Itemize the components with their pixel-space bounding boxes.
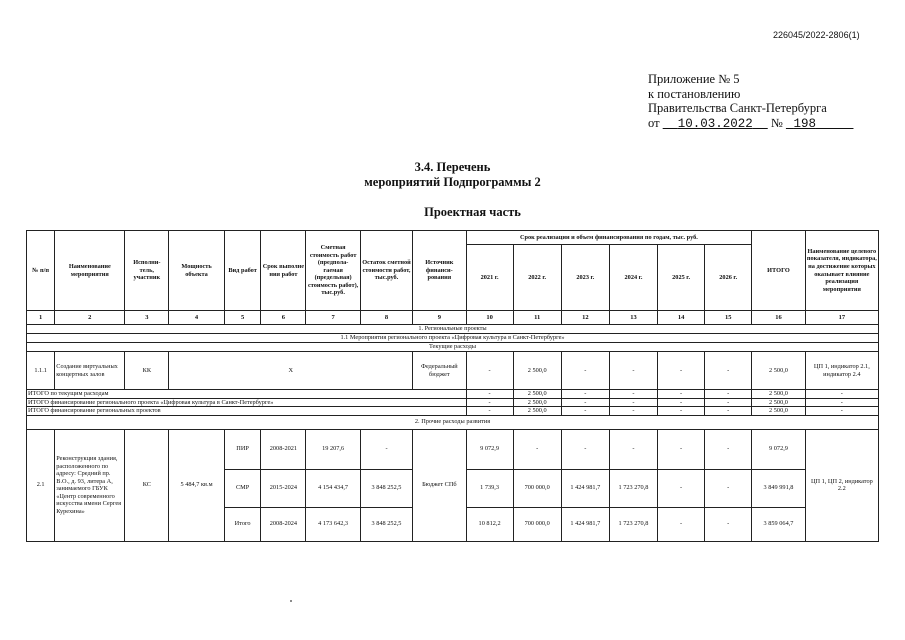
- header-2026: 2026 г.: [705, 245, 752, 311]
- value-2026: -: [705, 390, 752, 399]
- table-row: [27, 352, 879, 390]
- col-num: 7: [306, 311, 360, 325]
- value-2022: 2 500,0: [513, 398, 561, 407]
- table-row: [27, 429, 879, 469]
- col-num: 14: [658, 311, 705, 325]
- indicator: ЦП 1, индикатор 2.1, индикатор 2.4: [805, 352, 878, 390]
- col-num: 13: [609, 311, 657, 325]
- value-2022: 2 500,0: [513, 390, 561, 399]
- header-years-group: Срок реализации и объем финансирования по годам, тыс. руб.: [466, 231, 752, 245]
- value-2024: -: [609, 390, 657, 399]
- executor: КС: [125, 429, 169, 541]
- section-row: [27, 343, 879, 352]
- col-num: 6: [261, 311, 306, 325]
- value-2023: -: [561, 398, 609, 407]
- funding-source: Федеральный бюджет: [413, 352, 466, 390]
- value-2024: 1 723 270,8: [609, 469, 657, 507]
- section-subtitle: Проектная часть: [424, 205, 521, 219]
- value-2023: 1 424 981,7: [561, 507, 609, 541]
- section-regional-projects: 1. Региональные проекты: [27, 325, 879, 334]
- value-2024: -: [609, 398, 657, 407]
- work-type: СМР: [224, 469, 261, 507]
- value-2025: -: [658, 507, 705, 541]
- value-2026: -: [705, 398, 752, 407]
- section-current-expenses: Текущие расходы: [27, 343, 879, 352]
- appendix-block: [648, 72, 853, 131]
- value-2022: -: [513, 429, 561, 469]
- cost: 4 154 434,7: [306, 469, 360, 507]
- header-source: Источник финанси- рования: [413, 231, 466, 311]
- header-work-type: Вид работ: [224, 231, 261, 311]
- scan-speck: [290, 600, 292, 602]
- work-type: Итого: [224, 507, 261, 541]
- period: 2008-2024: [261, 507, 306, 541]
- document-title: [0, 160, 905, 190]
- value-2025: -: [658, 390, 705, 399]
- value-2021: -: [466, 390, 513, 399]
- from-label: от: [648, 115, 660, 130]
- work-type: ПИР: [224, 429, 261, 469]
- value-2021: -: [466, 407, 513, 416]
- header-capacity: Мощность объекта: [169, 231, 224, 311]
- table-header-row: [27, 231, 879, 245]
- title-line-2: мероприятий Подпрограммы 2: [364, 175, 541, 189]
- capacity: 5 484,7 кв.м: [169, 429, 224, 541]
- rest: 3 848 252,5: [360, 507, 412, 541]
- header-measure: Наименование мероприятия: [55, 231, 125, 311]
- header-2021: 2021 г.: [466, 245, 513, 311]
- total-label: ИТОГО финансирование региональных проектов: [27, 407, 467, 416]
- measure-name: Создание виртуальных концертных залов: [55, 352, 125, 390]
- value-2026: -: [705, 507, 752, 541]
- col-num: 2: [55, 311, 125, 325]
- value-2024: 1 723 270,8: [609, 507, 657, 541]
- value-2026: -: [705, 429, 752, 469]
- value-2021: 10 812,2: [466, 507, 513, 541]
- value-2025: -: [658, 398, 705, 407]
- section-digital-culture: 1.1 Мероприятия регионального проекта «Цифровая культура в Санкт-Петербурге»: [27, 334, 879, 343]
- appendix-line-3: Правительства Санкт-Петербурга: [648, 101, 827, 115]
- header-2025: 2025 г.: [658, 245, 705, 311]
- total-label: ИТОГО по текущим расходам: [27, 390, 467, 399]
- total-row: [27, 390, 879, 399]
- col-num: 1: [27, 311, 55, 325]
- value-2024: -: [609, 407, 657, 416]
- value-2021: -: [466, 352, 513, 390]
- value-total: 3 849 991,8: [752, 469, 805, 507]
- col-num: 12: [561, 311, 609, 325]
- value-2026: -: [705, 407, 752, 416]
- header-rest: Остаток сметной стоимости работ, тыс.руб.: [360, 231, 412, 311]
- col-num: 16: [752, 311, 805, 325]
- not-applicable-mark: X: [169, 352, 413, 390]
- decree-date: 10.03.2022: [677, 116, 753, 131]
- header-2023: 2023 г.: [561, 245, 609, 311]
- number-label: №: [770, 115, 783, 130]
- document-number: 226045/2022-2806(1): [773, 30, 860, 40]
- value-2026: -: [705, 469, 752, 507]
- value-2022: 2 500,0: [513, 407, 561, 416]
- row-number: 2.1: [27, 429, 55, 541]
- header-2022: 2022 г.: [513, 245, 561, 311]
- executor: КК: [125, 352, 169, 390]
- value-2025: -: [658, 407, 705, 416]
- header-indicator: Наименование целевого показателя, индикатора, на достижение которых оказывает влияние реализация мероприятия: [805, 231, 878, 311]
- column-number-row: [27, 311, 879, 325]
- measure-name: Реконструкция здания, расположенного по адресу: Средний пр. В.О., д. 93, литера А, занимаемого ГБУК «Центр современного искусства имени Сергея Курехина»: [55, 429, 125, 541]
- value-2024: -: [609, 352, 657, 390]
- appendix-line-2: к постановлению: [648, 86, 741, 101]
- value-2023: -: [561, 390, 609, 399]
- row-number: 1.1.1: [27, 352, 55, 390]
- value-2025: -: [658, 469, 705, 507]
- value-2026: -: [705, 352, 752, 390]
- period: 2015-2024: [261, 469, 306, 507]
- value-2022: 700 000,0: [513, 469, 561, 507]
- value-total: 2 500,0: [752, 407, 805, 416]
- value-2023: -: [561, 429, 609, 469]
- total-row: [27, 407, 879, 416]
- value-2021: 9 072,9: [466, 429, 513, 469]
- header-period: Срок выполне ния работ: [261, 231, 306, 311]
- col-num: 5: [224, 311, 261, 325]
- value-2021: -: [466, 398, 513, 407]
- value-2025: -: [658, 352, 705, 390]
- period: 2008-2021: [261, 429, 306, 469]
- total-row: [27, 398, 879, 407]
- funding-source: Бюджет СПб: [413, 429, 466, 541]
- value-2023: -: [561, 352, 609, 390]
- indicator: -: [805, 398, 878, 407]
- total-label: ИТОГО финансирование регионального проекта «Цифровая культура в Санкт-Петербурге»: [27, 398, 467, 407]
- col-num: 8: [360, 311, 412, 325]
- value-2021: 1 739,3: [466, 469, 513, 507]
- measures-table: [26, 230, 879, 542]
- rest: -: [360, 429, 412, 469]
- header-num: № п/п: [27, 231, 55, 311]
- col-num: 15: [705, 311, 752, 325]
- value-2024: -: [609, 429, 657, 469]
- header-cost: Сметная стоимость работ (предпола- гаемая (предельная) стоимость работ), тыс.руб.: [306, 231, 360, 311]
- section-row: [27, 325, 879, 334]
- decree-number: 198: [793, 116, 816, 131]
- value-total: 2 500,0: [752, 390, 805, 399]
- col-num: 9: [413, 311, 466, 325]
- value-2022: 700 000,0: [513, 507, 561, 541]
- value-total: 3 859 064,7: [752, 507, 805, 541]
- section-row: [27, 415, 879, 429]
- value-total: 2 500,0: [752, 352, 805, 390]
- cost: 19 207,6: [306, 429, 360, 469]
- indicator: ЦП 1, ЦП 2, индикатор 2.2: [805, 429, 878, 541]
- col-num: 3: [125, 311, 169, 325]
- title-line-1: 3.4. Перечень: [414, 160, 491, 174]
- cost: 4 173 642,3: [306, 507, 360, 541]
- col-num: 10: [466, 311, 513, 325]
- col-num: 4: [169, 311, 224, 325]
- value-total: 9 072,9: [752, 429, 805, 469]
- appendix-line-1: Приложение № 5: [648, 72, 740, 86]
- section-other-expenses: 2. Прочие расходы развития: [27, 415, 879, 429]
- value-2023: 1 424 981,7: [561, 469, 609, 507]
- appendix-date-line: [648, 116, 853, 132]
- value-total: 2 500,0: [752, 398, 805, 407]
- value-2022: 2 500,0: [513, 352, 561, 390]
- value-2025: -: [658, 429, 705, 469]
- indicator: -: [805, 390, 878, 399]
- header-total: ИТОГО: [752, 231, 805, 311]
- indicator: -: [805, 407, 878, 416]
- section-row: [27, 334, 879, 343]
- col-num: 17: [805, 311, 878, 325]
- header-2024: 2024 г.: [609, 245, 657, 311]
- header-executor: Исполни- тель, участник: [125, 231, 169, 311]
- rest: 3 848 252,5: [360, 469, 412, 507]
- col-num: 11: [513, 311, 561, 325]
- value-2023: -: [561, 407, 609, 416]
